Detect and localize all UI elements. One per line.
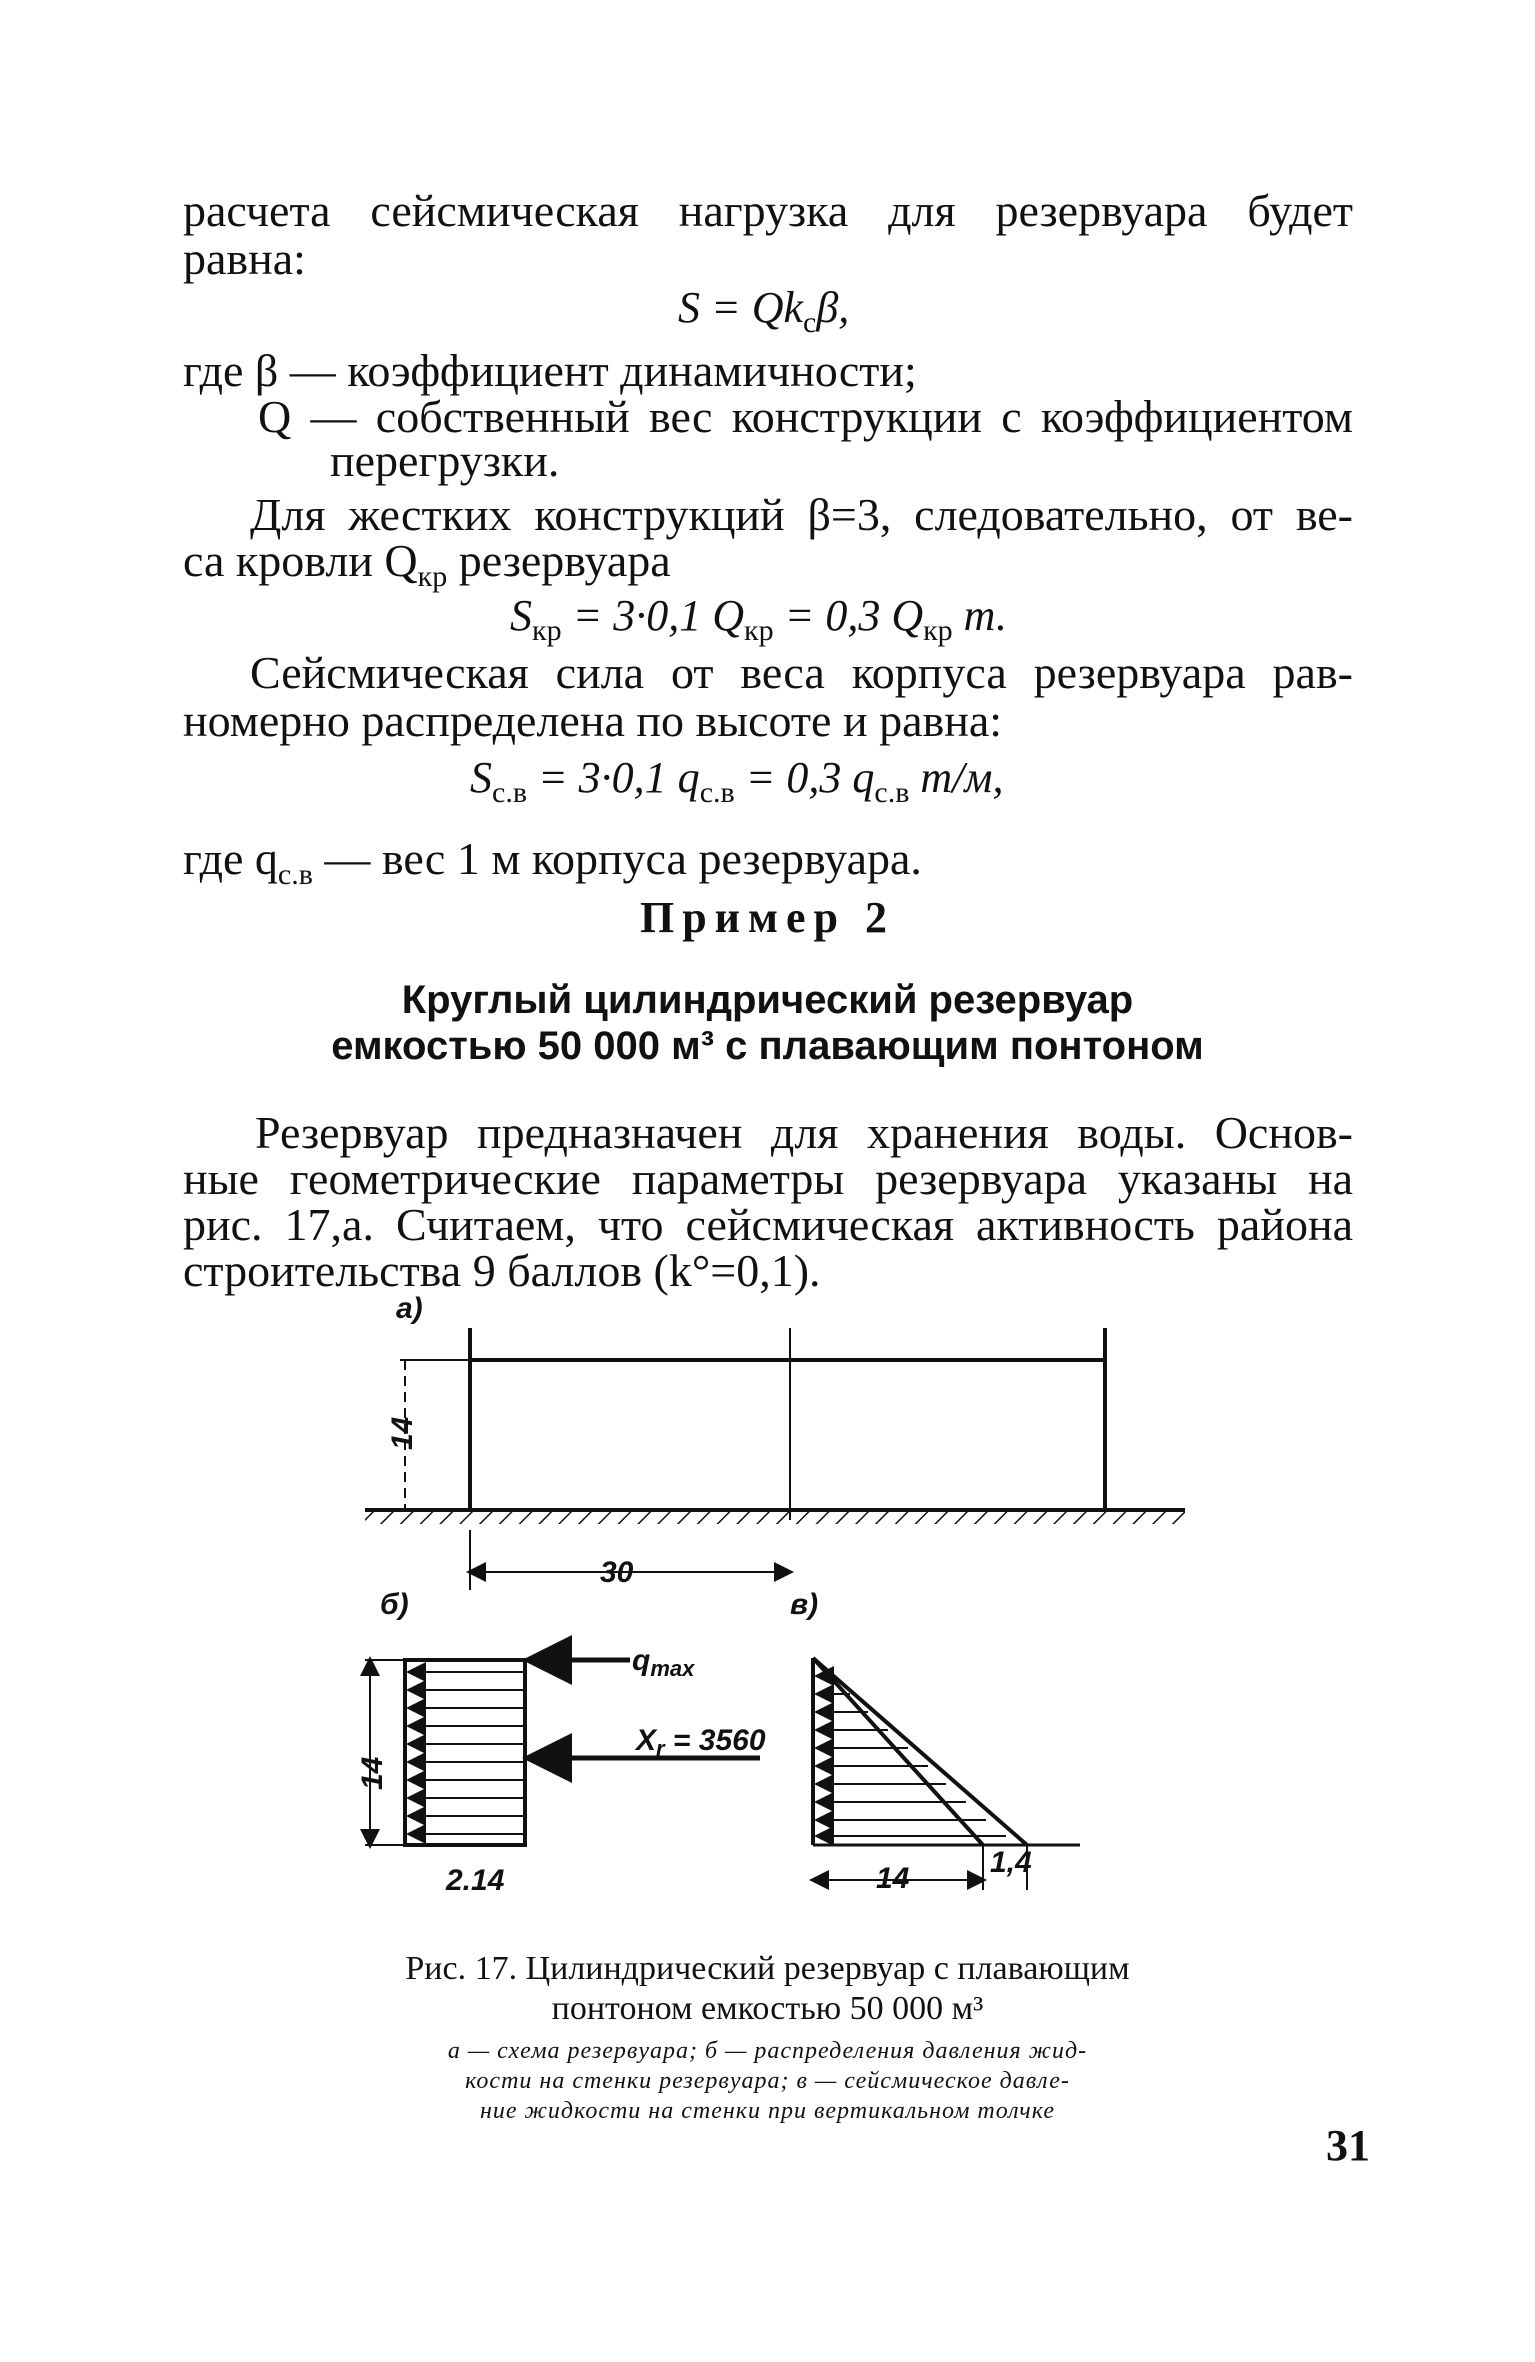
tank-schematic: [365, 1328, 1185, 1590]
page-number: 31: [1326, 2121, 1370, 2170]
text-line: Для жестких конструкций β=3, следовательно, от ве-: [250, 489, 1353, 540]
dimension-bottom-v1: 14: [876, 1862, 910, 1895]
dimension-bottom-b: 2.14: [446, 1864, 505, 1897]
text-line: Резервуар предназначен для хранения воды. Основ-: [255, 1107, 1353, 1158]
figure-caption-note: ние жидкости на стенки при вертикальном толчке: [479, 2098, 1056, 2124]
dimension-width-a: 30: [600, 1556, 634, 1589]
text-line: Сейсмическая сила от веса корпуса резервуара рав-: [250, 647, 1353, 698]
label-xr: $X_r = 3560$: [636, 1724, 766, 1761]
dimension-bottom-v2: 1,4: [990, 1846, 1032, 1879]
figure-17-bv: [0, 1590, 1535, 1900]
example-subtitle: емкостью 50 000 м³ с плавающим понтоном: [331, 1024, 1204, 1068]
figure-caption-note: а — схема резервуара; б — распределения давления жид-: [447, 2038, 1088, 2064]
text-line: ные геометрические параметры резервуара указаны на: [183, 1153, 1353, 1204]
figure-label-a: а): [396, 1292, 423, 1325]
text-line: где β — коэффициент динамичности;: [183, 345, 917, 396]
figure-caption: понтоном емкостью 50 000 м³: [551, 1990, 984, 2027]
seismic-pressure-v: [813, 1658, 1080, 1890]
text-line: строительства 9 баллов (k°=0,1).: [183, 1245, 821, 1296]
text-line: перегрузки.: [330, 435, 560, 486]
formula-seismic-load: $S = Qk_c\beta$,: [678, 283, 850, 339]
text-line: номерно распределена по высоте и равна:: [183, 695, 1003, 746]
formula-roof-load: $S_{кр} = 3\cdot 0,1$ $Q_{кр} = 0,3$ $Q_{кр}$ т.: [510, 591, 1007, 647]
figure-label-b: б): [380, 1590, 409, 1621]
figure-label-v: в): [790, 1590, 819, 1621]
text-line: са кровли $Q_{кр}$ резервуара: [183, 535, 671, 594]
figure-caption: Рис. 17. Цилиндрический резервуар с плавающим: [405, 1950, 1130, 1987]
dimension-height-a: 14: [386, 1416, 419, 1450]
text-line: расчета сейсмическая нагрузка для резервуара будет: [183, 185, 1353, 236]
example-subtitle: Круглый цилиндрический резервуар: [401, 978, 1134, 1022]
text-line: равна:: [183, 233, 306, 284]
figure-caption-note: кости на стенки резервуара; в — сейсмическое давле-: [465, 2068, 1070, 2094]
dimension-height-b: 14: [356, 1756, 389, 1790]
example-title: Пример 2: [639, 893, 896, 942]
text-line: Q — собственный вес конструкции с коэффициентом: [258, 391, 1353, 442]
text-line: рис. 17,а. Считаем, что сейсмическая активность района: [183, 1199, 1353, 1250]
label-qmax: $q_{max}$: [632, 1644, 695, 1681]
formula-shell-load: $S_{с.в} = 3\cdot 0,1$ $q_{с.в} = 0,3$ $q_{с.в}$ т/м,: [470, 753, 1004, 809]
text-line: где $q_{с.в}$ — вес 1 м корпуса резервуара.: [183, 833, 922, 892]
